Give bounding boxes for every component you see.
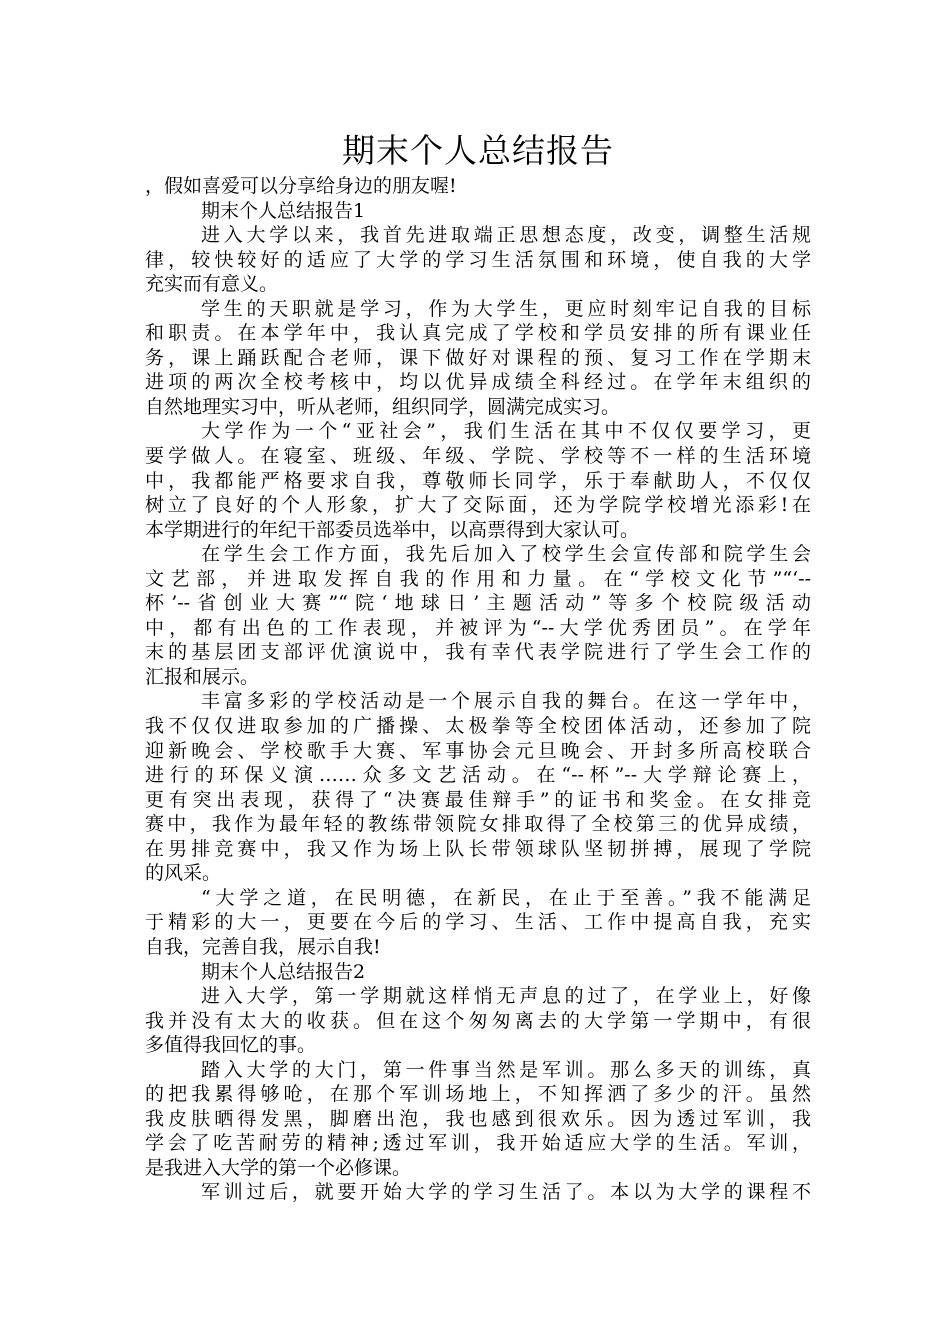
text-line: 在学生会工作方面，我先后加入了校学生会宣传部和院学生会: [201, 543, 811, 566]
text-line: 我不仅仅进取参加的广播操、太极拳等全校团体活动，还参加了院: [145, 715, 811, 738]
text-line: 军训过后，就要开始大学的学习生活了。本以为大学的课程不: [201, 1181, 811, 1204]
text-line: 期末个人总结报告2: [201, 960, 366, 983]
text-line: 树立了良好的个人形象，扩大了交际面，还为学院学校增光添彩!在: [145, 494, 811, 517]
text-line: 丰富多彩的学校活动是一个展示自我的舞台。在这一学年中，: [201, 690, 811, 713]
text-line: 的把我累得够呛，在那个军训场地上，不知挥洒了多少的汗。虽然: [145, 1083, 811, 1106]
text-line: 我并没有太大的收获。但在这个匆匆离去的大学第一学期中，有很: [145, 1009, 811, 1032]
text-line: 大学作为一个“亚社会”，我们生活在其中不仅仅要学习，更: [201, 420, 811, 443]
text-line: 多值得我回忆的事。: [145, 1034, 317, 1057]
text-line: 末的基层团支部评优演说中，我有幸代表学院进行了学生会工作的: [145, 641, 811, 664]
text-line: 是我进入大学的第一个必修课。: [145, 1156, 412, 1179]
text-line: 自我，完善自我，展示自我!: [145, 935, 381, 958]
text-line: 学生的天职就是学习，作为大学生，更应时刻牢记自我的目标: [201, 297, 811, 320]
text-line: 进行的环保义演……众多文艺活动。在“--杯”--大学辩论赛上，: [145, 764, 811, 787]
text-line: 杯’--省创业大赛”“院‘地球日’主题活动”等多个校院级活动: [145, 592, 811, 615]
text-line: “大学之道，在民明德，在新民，在止于至善。”我不能满足: [201, 886, 811, 909]
text-line: 赛中，我作为最年轻的教练带领院女排取得了全校第三的优异成绩，: [145, 813, 811, 836]
text-line: 务，课上踊跃配合老师，课下做好对课程的预、复习工作在学期末: [145, 346, 811, 369]
text-line: 在男排竞赛中，我又作为场上队长带领球队坚韧拼搏，展现了学院: [145, 837, 811, 860]
text-line: 中，都有出色的工作表现，并被评为“--大学优秀团员”。在学年: [145, 616, 811, 639]
text-line: 于精彩的大一，更要在今后的学习、生活、工作中提高自我，充实: [145, 911, 811, 934]
text-line: 进入大学以来，我首先进取端正思想态度，改变，调整生活规: [201, 224, 811, 247]
text-line: 要学做人。在寝室、班级、年级、学院、学校等不一样的生活环境: [145, 445, 811, 468]
document-page: [145, 128, 811, 1205]
text-line: 我皮肤晒得发黑，脚磨出泡，我也感到很欢乐。因为透过军训，我: [145, 1107, 811, 1130]
text-line: 踏入大学的大门，第一件事当然是军训。那么多天的训练，真: [201, 1058, 811, 1081]
text-line: ，假如喜爱可以分享给身边的朋友喔!: [145, 175, 457, 197]
text-line: 进项的两次全校考核中，均以优异成绩全科经过。在学年末组织的: [145, 371, 811, 394]
text-line: 更有突出表现，获得了“决赛最佳辩手”的证书和奖金。在女排竞: [145, 788, 811, 811]
text-line: 自然地理实习中，听从老师，组织同学，圆满完成实习。: [145, 395, 621, 418]
text-line: 的风采。: [145, 862, 222, 885]
text-line: 学会了吃苦耐劳的精神;透过军训，我开始适应大学的生活。军训，: [145, 1132, 811, 1155]
document-body: [145, 174, 811, 1205]
text-line: 期末个人总结报告1: [201, 199, 366, 222]
text-line: 迎新晚会、学校歌手大赛、军事协会元旦晚会、开封多所高校联合: [145, 739, 811, 762]
document-title: 期末个人总结报告: [342, 131, 614, 170]
text-line: 进入大学，第一学期就这样悄无声息的过了，在学业上，好像: [201, 985, 811, 1008]
text-line: 中，我都能严格要求自我，尊敬师长同学，乐于奉献助人，不仅仅: [145, 469, 811, 492]
text-line: 和职责。在本学年中，我认真完成了学校和学员安排的所有课业任: [145, 322, 811, 345]
text-line: 充实而有意义。: [145, 273, 279, 296]
text-line: 汇报和展示。: [145, 665, 260, 688]
text-line: 律，较快较好的适应了大学的学习生活氛围和环境，使自我的大学: [145, 248, 811, 271]
text-line: 文艺部，并进取发挥自我的作用和力量。在“学校文化节”“‘--: [145, 567, 811, 590]
text-line: 本学期进行的年纪干部委员选举中，以高票得到大家认可。: [145, 518, 640, 541]
